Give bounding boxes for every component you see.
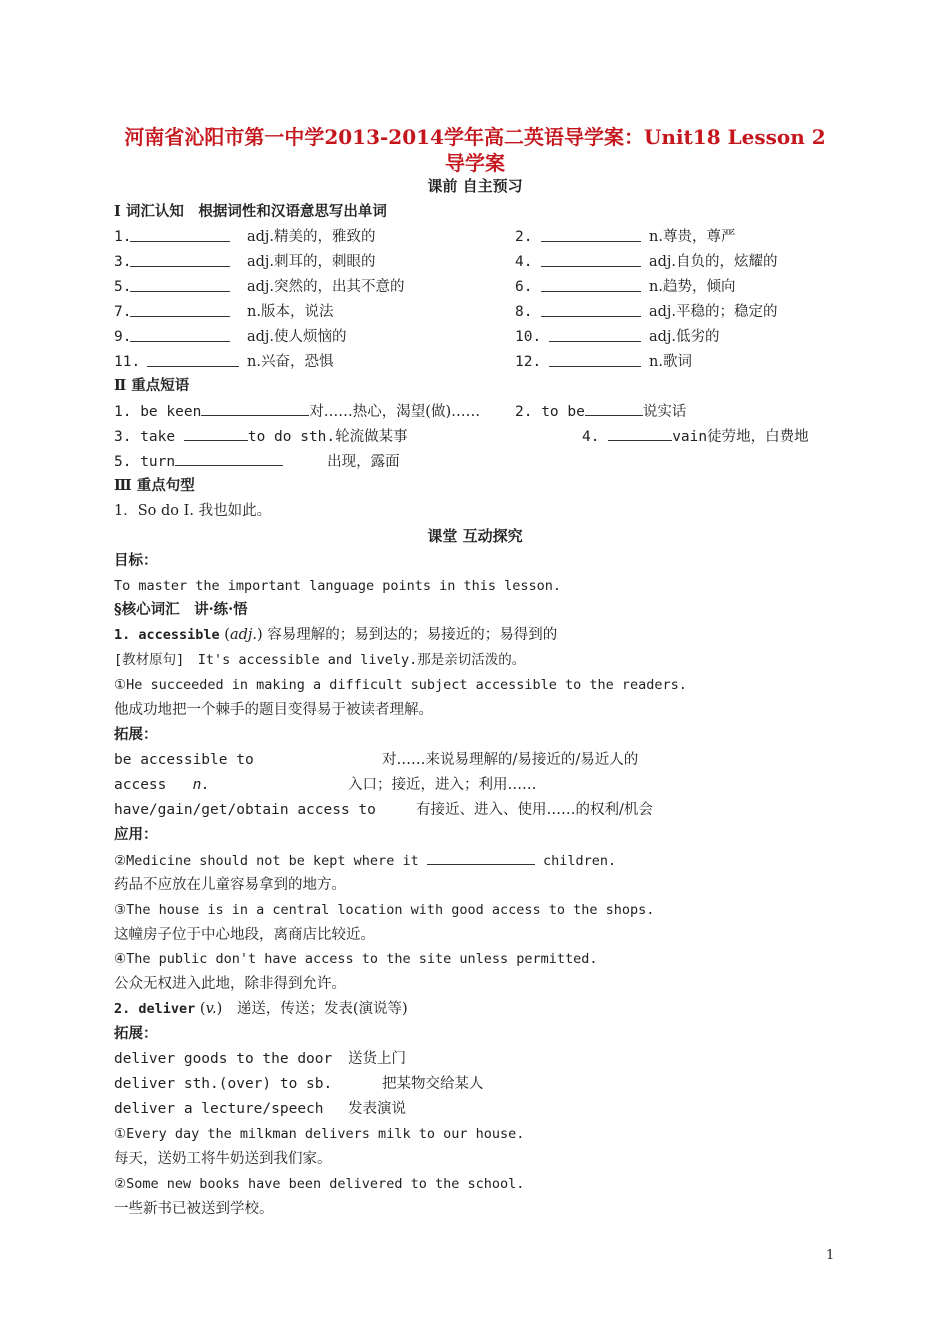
vocab-answer-blank[interactable] <box>549 327 641 342</box>
word1-ext2-pos: n. <box>192 777 211 793</box>
vocab-blank-wrap <box>130 227 230 248</box>
vocab-number: 3. <box>114 254 132 270</box>
word2-ext3-cn: 发表演说 <box>348 1101 406 1117</box>
phrase-3-meaning: to do sth.轮流做某事 <box>247 429 408 445</box>
core-vocab-heading: §核心词汇 讲·练·悟 <box>114 601 248 618</box>
vocab-answer-blank[interactable] <box>130 252 230 267</box>
vocab-answer-blank[interactable] <box>541 252 641 267</box>
phrase-4 <box>582 426 809 447</box>
word1-entry: 1. accessible (adj.) 容易理解的；易到达的；易接近的；易得到的 <box>114 627 558 643</box>
vocab-number: 12. <box>515 354 542 370</box>
word2-definition: 递送，传送；发表(演说等) <box>236 1001 408 1017</box>
vocab-meaning: adj.低劣的 <box>649 329 720 345</box>
vocab-number: 5. <box>114 279 132 295</box>
vocab-blank-wrap <box>130 277 230 298</box>
section-class-heading: 课堂 互动探究 <box>427 527 523 545</box>
vocab-blank-wrap <box>147 352 239 373</box>
phrase-5-blank[interactable] <box>175 451 283 466</box>
word1-app4-en: ④The public don't have access to the site unless permitted. <box>114 951 598 967</box>
word1-ext2-en <box>114 775 210 795</box>
section-pre-heading: 课前 自主预习 <box>427 177 523 195</box>
goal-label: 目标： <box>114 552 158 569</box>
word1-original-sentence: [教材原句] It's accessible and lively.那是亲切活泼的。 <box>114 652 526 668</box>
word1-definition: 容易理解的；易到达的；易接近的；易得到的 <box>267 627 558 643</box>
vocab-blank-wrap <box>549 352 641 373</box>
phrase-2-blank[interactable] <box>585 401 643 416</box>
vocab-meaning: n.趋势，倾向 <box>649 279 736 295</box>
word2-ext1-en: deliver goods to the door <box>114 1051 333 1067</box>
vocab-meaning: n.兴奋，恐惧 <box>247 354 334 370</box>
word2-ext2-en: deliver sth.(over) to sb. <box>114 1076 333 1092</box>
vocab-number: 4. <box>515 254 533 270</box>
phrase-5 <box>114 451 400 472</box>
vocab-answer-blank[interactable] <box>130 227 230 242</box>
vocab-answer-blank[interactable] <box>541 302 641 317</box>
word2-example2-cn: 一些新书已被送到学校。 <box>114 1201 274 1217</box>
title-line-1: 河南省沁阳市第一中学2013-2014学年高二英语导学案：Unit18 Lesson 2 <box>124 125 826 149</box>
phrase-1 <box>114 401 480 422</box>
word2-example1-en: ①Every day the milkman delivers milk to our house. <box>114 1126 525 1142</box>
word1-extension-label: 拓展： <box>114 726 158 743</box>
vocab-number: 1. <box>114 229 132 245</box>
word2-ext2-cn: 把某物交给某人 <box>382 1076 484 1092</box>
part3-heading: Ⅲ 重点句型 <box>114 477 195 494</box>
sentence-1: 1．So do I. 我也如此。 <box>114 503 272 519</box>
word2-ext3-en: deliver a lecture/speech <box>114 1101 324 1117</box>
vocab-number: 2. <box>515 229 533 245</box>
part1-heading: Ⅰ 词汇认知 根据词性和汉语意思写出单词 <box>114 203 387 220</box>
phrase-5-pre: 5. turn <box>114 454 176 470</box>
word1-application-label: 应用： <box>114 826 158 843</box>
page-number: 1 <box>826 1248 835 1263</box>
title-line-2: 导学案 <box>445 151 505 175</box>
word1-ext2-cn: 入口；接近，进入；利用…… <box>348 777 537 793</box>
phrase-4-meaning: vain徒劳地，白费地 <box>672 429 809 445</box>
phrase-3 <box>114 426 408 447</box>
vocab-meaning: adj.平稳的；稳定的 <box>649 304 778 320</box>
vocab-blank-wrap <box>541 252 641 273</box>
vocab-answer-blank[interactable] <box>130 277 230 292</box>
vocab-answer-blank[interactable] <box>130 327 230 342</box>
vocab-number: 11. <box>114 354 141 370</box>
word1-app2-pre: ②Medicine should not be kept where it <box>114 853 419 869</box>
word2-example2-en: ②Some new books have been delivered to the school. <box>114 1176 525 1192</box>
phrase-1-pre: 1. be keen <box>114 404 202 420</box>
vocab-blank-wrap <box>130 302 230 323</box>
vocab-number: 10. <box>515 329 542 345</box>
phrase-3-blank[interactable] <box>184 426 248 441</box>
vocab-blank-wrap <box>541 302 641 323</box>
vocab-meaning: n.尊贵，尊严 <box>649 229 736 245</box>
phrase-1-blank[interactable] <box>201 401 309 416</box>
vocab-meaning: adj.突然的，出其不意的 <box>247 279 405 295</box>
word1-example-cn: 他成功地把一个棘手的题目变得易于被读者理解。 <box>114 702 433 718</box>
word1-app2-blank[interactable] <box>427 850 535 865</box>
vocab-number: 6. <box>515 279 533 295</box>
vocab-answer-blank[interactable] <box>130 302 230 317</box>
document-title <box>100 124 850 176</box>
vocab-blank-wrap <box>130 327 230 348</box>
word1-app2-post: children. <box>542 853 617 869</box>
word1-pos: adj. <box>229 627 257 643</box>
vocab-answer-blank[interactable] <box>147 352 239 367</box>
vocab-answer-blank[interactable] <box>541 277 641 292</box>
word1-app4-cn: 公众无权进入此地，除非得到允许。 <box>114 976 346 992</box>
vocab-number: 8. <box>515 304 533 320</box>
vocab-answer-blank[interactable] <box>541 227 641 242</box>
part2-heading: Ⅱ 重点短语 <box>114 377 190 394</box>
word1-head: 1. accessible <box>114 627 220 643</box>
vocab-meaning: adj.刺耳的，刺眼的 <box>247 254 376 270</box>
vocab-answer-blank[interactable] <box>549 352 641 367</box>
word2-head: 2. deliver <box>114 1001 196 1017</box>
goal-text: To master the important language points in this lesson. <box>114 578 562 594</box>
vocab-meaning: adj.精美的，雅致的 <box>247 229 376 245</box>
phrase-1-meaning: 对……热心，渴望(做)…… <box>309 404 481 420</box>
word2-ext1-cn: 送货上门 <box>348 1051 406 1067</box>
word2-extension-label: 拓展： <box>114 1025 158 1042</box>
vocab-number: 7. <box>114 304 132 320</box>
word1-app2 <box>114 850 616 871</box>
word2-pos: v. <box>205 1001 217 1017</box>
vocab-number: 9. <box>114 329 132 345</box>
vocab-meaning: n.版本，说法 <box>247 304 334 320</box>
vocab-meaning: adj.自负的，炫耀的 <box>649 254 778 270</box>
phrase-3-pre: 3. take <box>114 429 184 445</box>
word1-app3-en: ③The house is in a central location with good access to the shops. <box>114 902 655 918</box>
word1-app3-cn: 这幢房子位于中心地段，离商店比较近。 <box>114 927 375 943</box>
word1-ext3-cn: 有接近、进入、使用……的权利/机会 <box>416 802 653 818</box>
word1-ext2-word: access <box>114 777 167 793</box>
vocab-blank-wrap <box>549 327 641 348</box>
word1-ext3-en: have/gain/get/obtain access to <box>114 802 376 818</box>
vocab-meaning: n.歌词 <box>649 354 692 370</box>
vocab-blank-wrap <box>541 227 641 248</box>
phrase-2 <box>515 401 686 422</box>
word1-ext1-en: be accessible to <box>114 752 254 768</box>
phrase-5-meaning: 出现，露面 <box>327 454 400 470</box>
word1-app2-cn: 药品不应放在儿童容易拿到的地方。 <box>114 877 346 893</box>
phrase-4-pre: 4. <box>582 429 609 445</box>
word2-entry: 2. deliver (v.) 递送，传送；发表(演说等) <box>114 1001 408 1017</box>
word2-example1-cn: 每天，送奶工将牛奶送到我们家。 <box>114 1151 332 1167</box>
phrase-2-pre: 2. to be <box>515 404 585 420</box>
vocab-blank-wrap <box>130 252 230 273</box>
word1-example-en: ①He succeeded in making a difficult subject accessible to the readers. <box>114 677 687 693</box>
phrase-2-meaning: 说实话 <box>642 404 687 420</box>
vocab-meaning: adj.使人烦恼的 <box>247 329 347 345</box>
vocab-blank-wrap <box>541 277 641 298</box>
phrase-4-blank[interactable] <box>608 426 672 441</box>
word1-ext1-cn: 对……来说易理解的/易接近的/易近人的 <box>382 752 639 768</box>
